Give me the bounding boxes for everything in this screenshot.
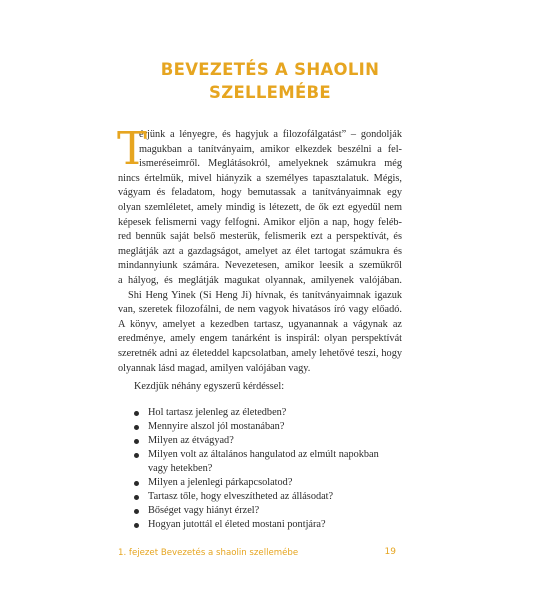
question-text: Hogyan jutottál el életed mostani pontjára?	[148, 519, 326, 530]
bullet-icon	[134, 523, 139, 528]
list-item	[134, 420, 404, 434]
text-line: meglátják azt a gazdagságot, amelyet az élet tartogat számukra és	[118, 245, 402, 257]
text-line: érjünk a lényegre, és hagyjuk a filozofálgatást” – gondolják	[139, 129, 402, 140]
text-line: vágyam és feladatom, hogy bemutassak a tanítványaimnak egy	[118, 187, 402, 199]
chapter-title-line-1: BEVEZETÉS A SHAOLIN	[160, 60, 380, 79]
bullet-icon	[134, 509, 139, 514]
list-item	[134, 448, 404, 462]
paragraph-1	[117, 122, 402, 289]
question-text: Milyen volt az általános hangulatod az elmúlt napokban	[148, 449, 379, 460]
text-line: magukban a tanítványaim, amikor elkezdek beszélni a fel-	[139, 143, 402, 155]
question-text: Milyen a jelenlegi párkapcsolatod?	[148, 477, 293, 488]
bullet-icon	[134, 425, 139, 430]
chapter-title-line-2: SZELLEMÉBE	[209, 83, 331, 102]
question-text: Hol tartasz jelenleg az életedben?	[148, 407, 287, 418]
running-footer-chapter: 1. fejezet Bevezetés a shaolin szellemébe	[118, 548, 299, 558]
question-text: vagy hetekben?	[148, 463, 213, 474]
text-line: nincs értelmük, mivel hiányzik a személyes tapasztalatuk. Mégis,	[118, 172, 402, 184]
list-item	[134, 490, 404, 504]
text-line: olyan szemléletet, amely mindig is létezett, de ők ezt egyedül nem	[118, 201, 402, 213]
list-item	[134, 476, 404, 490]
text-line: eredménye, amely engem tanárként is inspirál: olyan perspektívát	[118, 333, 402, 345]
text-line: szeretnék adni az életeddel kapcsolatban, amely lehetővé teszi, hogy	[118, 347, 402, 359]
text-line: red bennük saját belső mesterük, felismerik ezt a perspektívát, és	[118, 231, 402, 243]
question-text: Bőséget vagy hiányt érzel?	[148, 505, 260, 516]
page-number: 19	[384, 547, 396, 557]
text-line: A könyv, amelyet a kezedben tartasz, ugyanannak a vágynak az	[118, 318, 402, 330]
text-line: Shi Heng Yinek (Si Heng Ji) hívnak, és tanítványaimnak igazuk	[128, 289, 402, 301]
question-text: Milyen az étvágyad?	[148, 435, 234, 446]
list-item-continuation	[134, 462, 404, 476]
body-text	[117, 122, 402, 376]
text-line: van, szeretek filozofálni, de nem vagyok hivatásos író vagy előadó.	[118, 304, 402, 316]
list-item	[134, 504, 404, 518]
text-line: olyannak lásd magad, amilyen valójában vagy.	[118, 362, 311, 374]
paragraph-2	[118, 289, 402, 377]
question-text: Tartasz tőle, hogy elveszítheted az állásodat?	[148, 491, 334, 502]
text-line: ismeréseimről. Meglátásokról, amelyeknek számukra még	[139, 158, 402, 170]
text-line: a hályog, és meglátják magukat olyannak, amilyenek valójában.	[118, 274, 402, 286]
questions-intro: Kezdjük néhány egyszerű kérdéssel:	[134, 381, 285, 392]
bullet-icon	[134, 495, 139, 500]
list-item	[134, 518, 404, 532]
bullet-icon	[134, 411, 139, 416]
list-item	[134, 406, 404, 420]
text-line: képesek felismerni vagy felfogni. Amikor eljön a nap, hogy feléb-	[118, 216, 402, 228]
list-item	[134, 434, 404, 448]
bullet-icon	[134, 453, 139, 458]
drop-cap: T	[117, 122, 148, 175]
question-list	[134, 406, 404, 532]
question-text: Mennyire alszol jól mostanában?	[148, 421, 285, 432]
bullet-icon	[134, 439, 139, 444]
chapter-title	[0, 58, 540, 104]
bullet-icon	[134, 481, 139, 486]
text-line: mindannyiunk számára. Nevezetesen, amikor leesik a szemükről	[118, 260, 402, 272]
